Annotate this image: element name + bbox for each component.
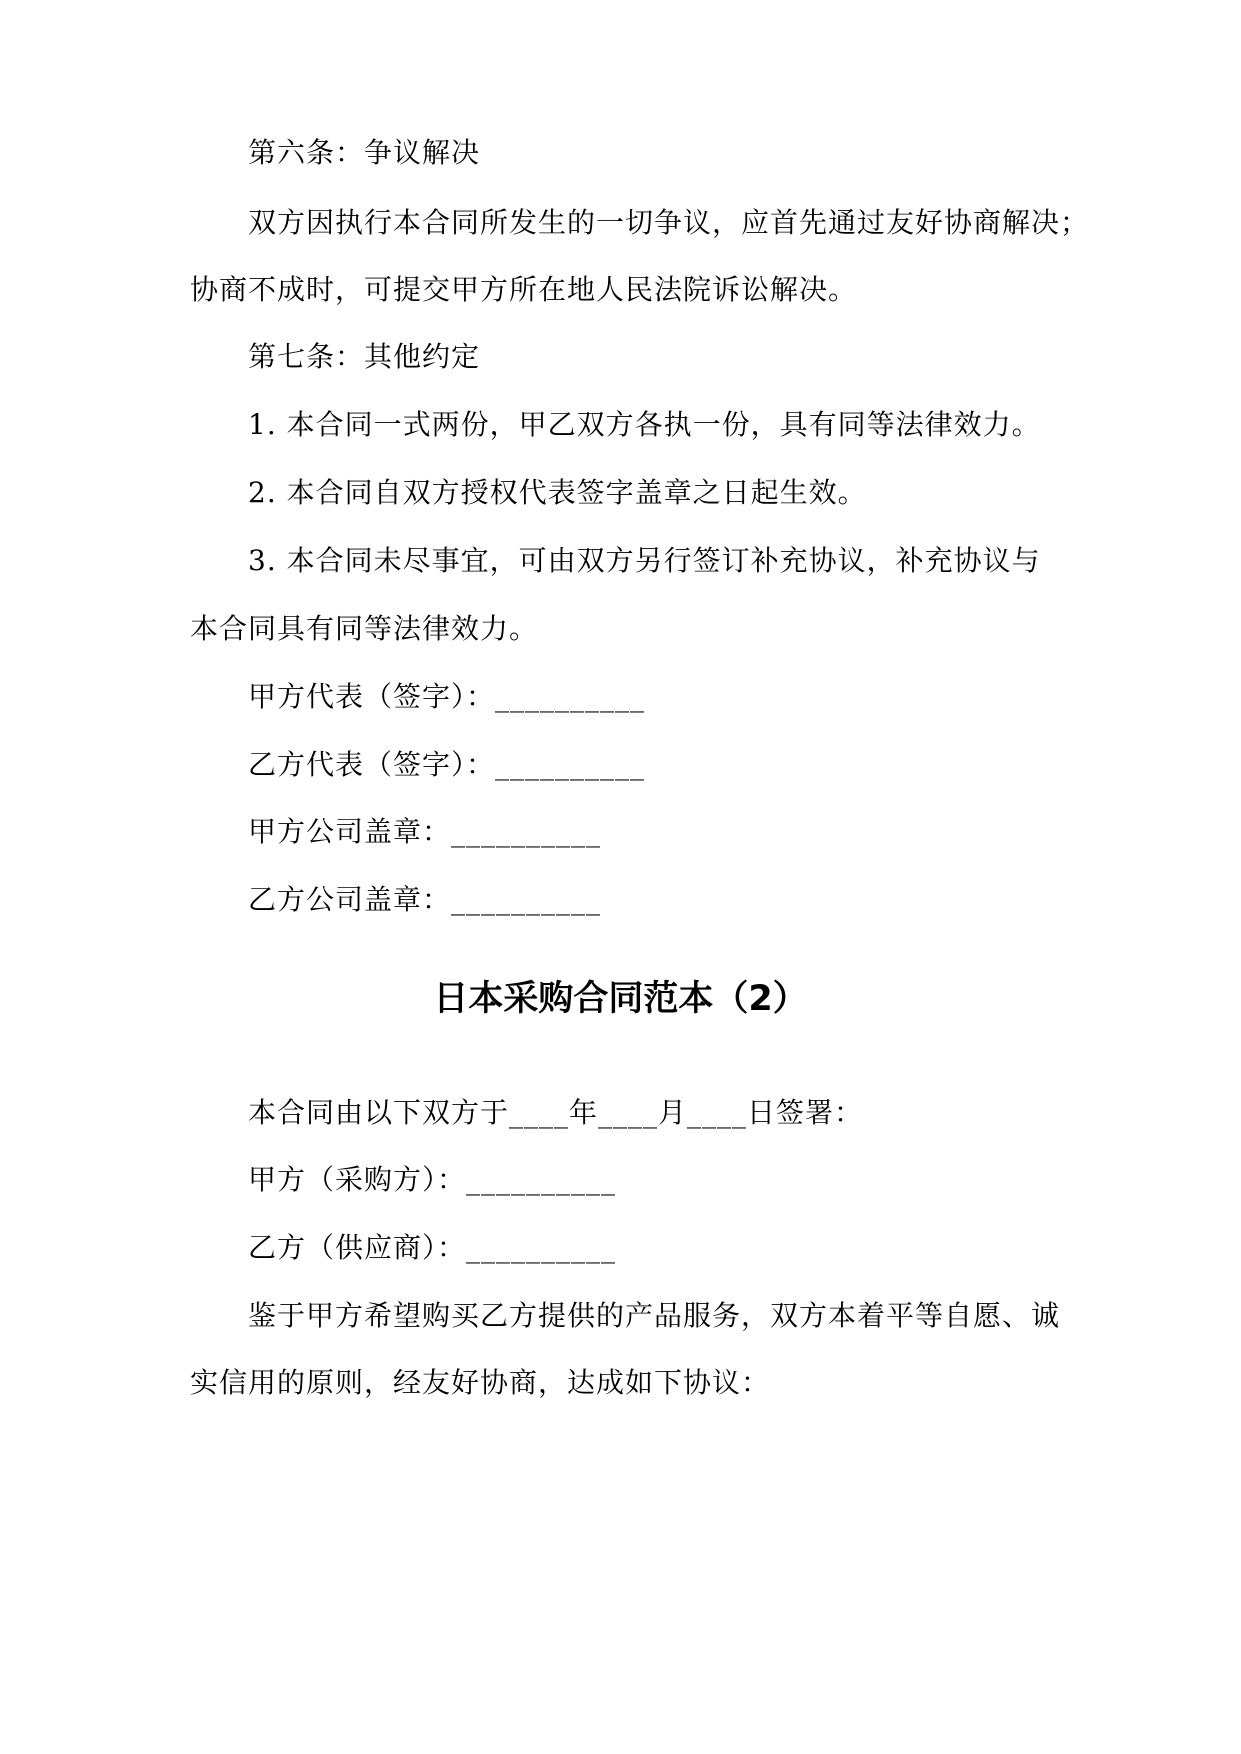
article-7-item-2: 2. 本合同自双方授权代表签字盖章之日起生效。 xyxy=(248,476,867,509)
article-7-heading: 第七条：其他约定 xyxy=(248,340,481,373)
article-6-body-line-1: 双方因执行本合同所发生的一切争议，应首先通过友好协商解决； xyxy=(248,206,1090,239)
party-b-signature-line: 乙方代表（签字）：__________ xyxy=(248,748,646,781)
preamble-line-1: 鉴于甲方希望购买乙方提供的产品服务，双方本着平等自愿、诚 xyxy=(248,1299,1061,1332)
article-7-item-1: 1. 本合同一式两份，甲乙双方各执一份，具有同等法律效力。 xyxy=(248,408,1041,441)
article-6-body-line-2: 协商不成时，可提交甲方所在地人民法院诉讼解决。 xyxy=(190,273,858,306)
article-7-item-3-line-2: 本合同具有同等法律效力。 xyxy=(190,612,539,645)
party-a-buyer-line: 甲方（采购方）：__________ xyxy=(248,1163,617,1196)
contract-intro: 本合同由以下双方于____年____月____日签署： xyxy=(248,1096,864,1129)
contract-title: 日本采购合同范本（2） xyxy=(433,979,808,1019)
party-b-seal-line: 乙方公司盖章：__________ xyxy=(248,883,602,916)
preamble-line-2: 实信用的原则，经友好协商，达成如下协议： xyxy=(190,1366,771,1399)
party-b-supplier-line: 乙方（供应商）：__________ xyxy=(248,1231,617,1264)
article-7-item-3-line-1: 3. 本合同未尽事宜，可由双方另行签订补充协议，补充协议与 xyxy=(248,544,1041,577)
party-a-signature-line: 甲方代表（签字）：__________ xyxy=(248,680,646,713)
article-6-heading: 第六条：争议解决 xyxy=(248,136,481,169)
party-a-seal-line: 甲方公司盖章：__________ xyxy=(248,815,602,848)
